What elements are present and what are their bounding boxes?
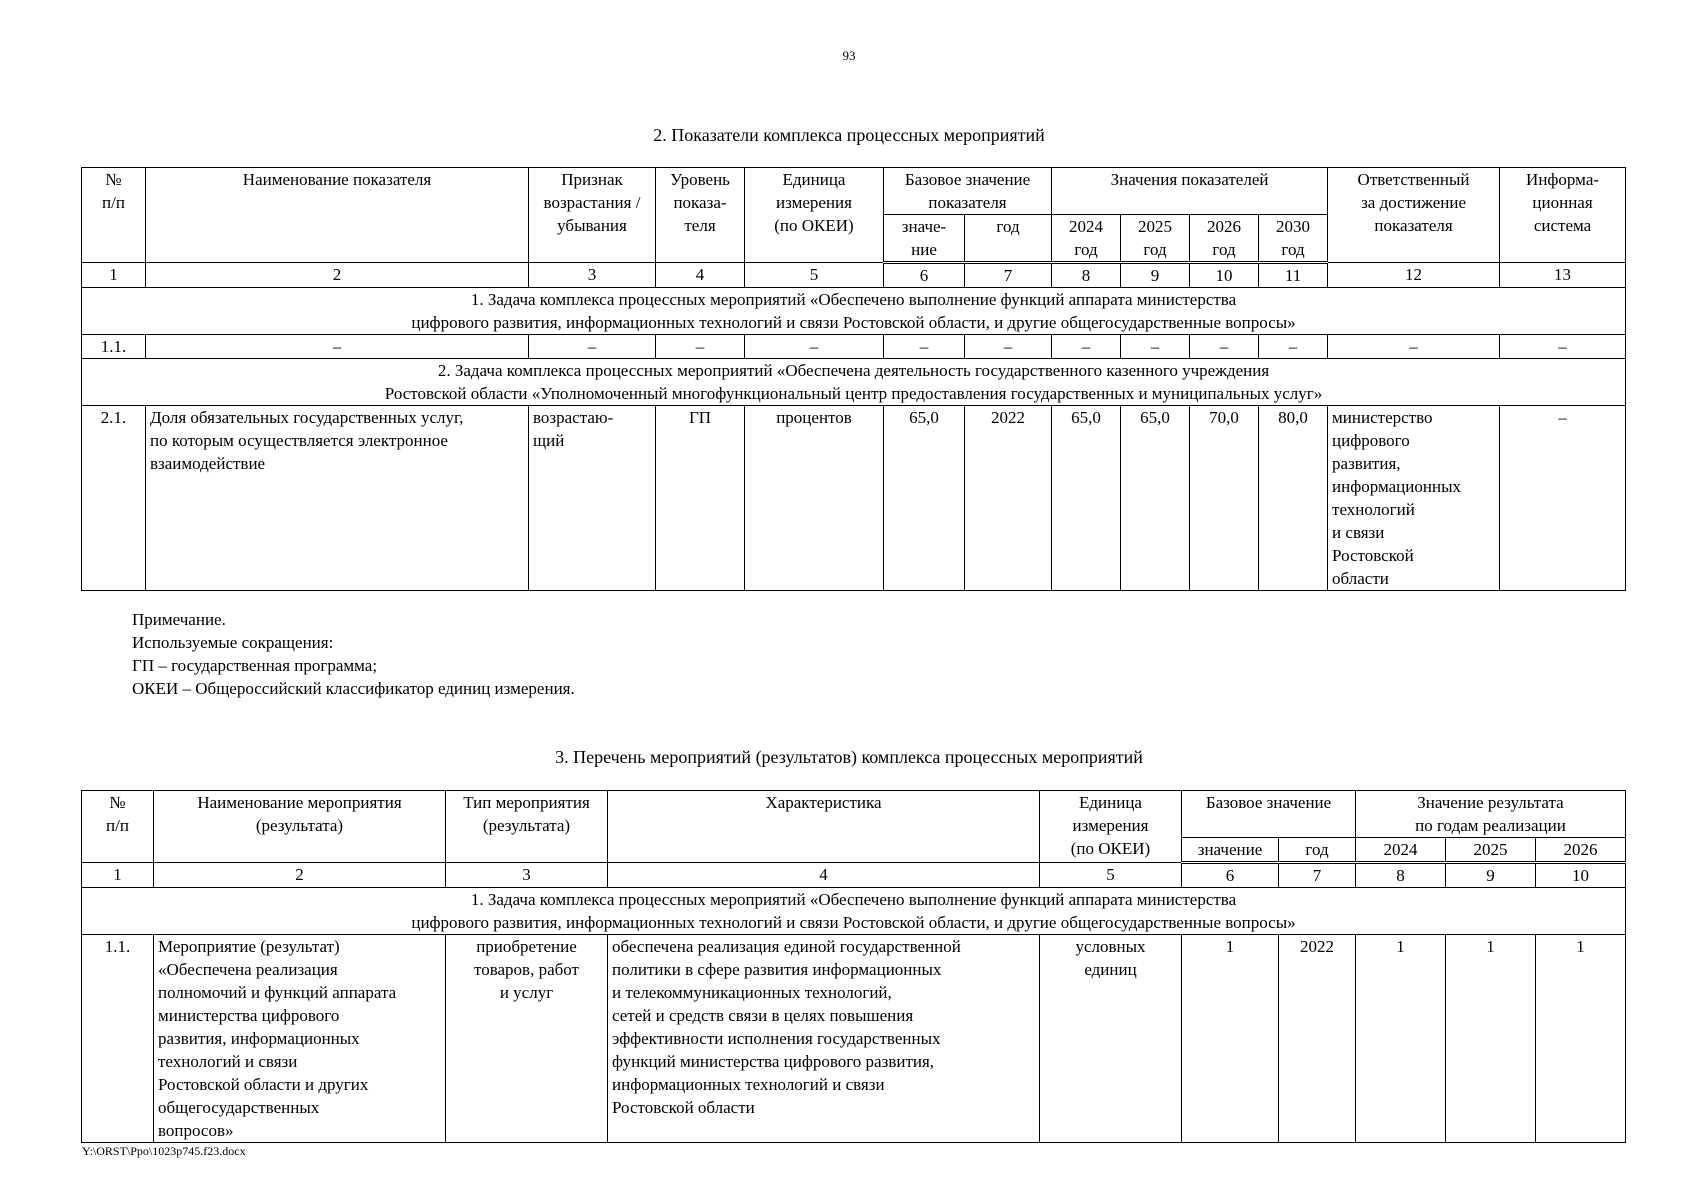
row-num: 1.1. — [82, 335, 146, 359]
col-num: 5 — [1040, 863, 1182, 888]
cell: – — [965, 335, 1052, 359]
base-year: 2022 — [965, 406, 1052, 591]
col-num: 8 — [1052, 263, 1121, 288]
th-2025: 2025 год — [1121, 215, 1190, 263]
column-numbers-row — [82, 863, 1626, 888]
cell: – — [745, 335, 884, 359]
notes — [132, 608, 575, 700]
row-num: 2.1. — [82, 406, 146, 591]
th-info: Информа- ционная система — [1500, 168, 1626, 263]
task-2-heading: 2. Задача комплекса процессных мероприятий «Обеспечена деятельность государственного казенного учреждения Ростовской области «Уполномоченный многофункциональный центр предоставления государственных и муниципальных услуг» — [82, 359, 1626, 406]
cell: – — [1328, 335, 1500, 359]
th-2024: 2024 год — [1052, 215, 1121, 263]
th-unit: Единица измерения (по ОКЕИ) — [1040, 791, 1182, 863]
indicators-table — [81, 167, 1626, 591]
th-base-year: год — [1279, 838, 1356, 863]
th-base-value: значение — [1182, 838, 1279, 863]
base-value: 65,0 — [884, 406, 965, 591]
th-name: Наименование показателя — [146, 168, 529, 263]
indicator-sign: возрастаю- щий — [529, 406, 656, 591]
th-2025: 2025 — [1446, 838, 1536, 863]
col-num: 9 — [1121, 263, 1190, 288]
th-2026: 2026 год — [1190, 215, 1259, 263]
th-2030: 2030 год — [1259, 215, 1328, 263]
col-num: 5 — [745, 263, 884, 288]
task-1-heading: 1. Задача комплекса процессных мероприятий «Обеспечено выполнение функций аппарата министерства цифрового развития, информационных технологий и связи Ростовской области, и другие общегосударственные вопросы» — [82, 888, 1626, 935]
activity-type: приобретение товаров, работ и услуг — [446, 935, 608, 1143]
col-num: 11 — [1259, 263, 1328, 288]
value-2026: 70,0 — [1190, 406, 1259, 591]
th-type: Тип мероприятия (результата) — [446, 791, 608, 863]
note-line: Примечание. — [132, 610, 226, 629]
task-1-heading: 1. Задача комплекса процессных мероприятий «Обеспечено выполнение функций аппарата министерства цифрового развития, информационных технологий и связи Ростовской области, и другие общегосударственные вопросы» — [82, 288, 1626, 335]
col-num: 13 — [1500, 263, 1626, 288]
cell: – — [1121, 335, 1190, 359]
table-row — [82, 935, 1626, 1143]
responsible: министерство цифрового развития, информационных технологий и связи Ростовской области — [1328, 406, 1500, 591]
cell: – — [1190, 335, 1259, 359]
base-value: 1 — [1182, 935, 1279, 1143]
th-values: Значения показателей — [1052, 168, 1328, 215]
value-2024: 65,0 — [1052, 406, 1121, 591]
activity-characteristic: обеспечена реализация единой государственной политики в сфере развития информационных и телекоммуникационных технологий, сетей и средств связи в целях повышения эффективности исполнения государственных функций министерства цифрового развития, информационных технологий и связи Ростовской области — [608, 935, 1040, 1143]
th-name: Наименование мероприятия (результата) — [154, 791, 446, 863]
col-num: 3 — [529, 263, 656, 288]
col-num: 4 — [656, 263, 745, 288]
th-num: № п/п — [82, 168, 146, 263]
cell: – — [146, 335, 529, 359]
value-2030: 80,0 — [1259, 406, 1328, 591]
cell: – — [656, 335, 745, 359]
th-level: Уровень показа- теля — [656, 168, 745, 263]
value-2025: 1 — [1446, 935, 1536, 1143]
th-unit: Единица измерения (по ОКЕИ) — [745, 168, 884, 263]
value-2024: 1 — [1356, 935, 1446, 1143]
value-2025: 65,0 — [1121, 406, 1190, 591]
base-year: 2022 — [1279, 935, 1356, 1143]
col-num: 2 — [146, 263, 529, 288]
th-base-value: значе- ние — [884, 215, 965, 263]
col-num: 3 — [446, 863, 608, 888]
cell: – — [1052, 335, 1121, 359]
col-num: 1 — [82, 863, 154, 888]
info-system: – — [1500, 406, 1626, 591]
th-responsible: Ответственный за достижение показателя — [1328, 168, 1500, 263]
col-num: 9 — [1446, 863, 1536, 888]
activity-name: Мероприятие (результат) «Обеспечена реализация полномочий и функций аппарата министерства цифрового развития, информационных технологий и связи Ростовской области и других общегосударственных вопросов» — [154, 935, 446, 1143]
th-2024: 2024 — [1356, 838, 1446, 863]
note-line: ОКЕИ – Общероссийский классификатор единиц измерения. — [132, 679, 575, 698]
col-num: 4 — [608, 863, 1040, 888]
th-base: Базовое значение — [1182, 791, 1356, 838]
col-num: 7 — [1279, 863, 1356, 888]
th-characteristic: Характеристика — [608, 791, 1040, 863]
indicator-name: Доля обязательных государственных услуг, по которым осуществляется электронное взаимодействие — [146, 406, 529, 591]
th-base: Базовое значение показателя — [884, 168, 1052, 215]
section3-title: 3. Перечень мероприятий (результатов) комплекса процессных мероприятий — [555, 747, 1143, 767]
col-num: 2 — [154, 863, 446, 888]
th-sign: Признак возрастания / убывания — [529, 168, 656, 263]
activities-table — [81, 790, 1626, 1143]
col-num: 12 — [1328, 263, 1500, 288]
cell: – — [884, 335, 965, 359]
table-row — [82, 406, 1626, 591]
col-num: 6 — [884, 263, 965, 288]
th-2026: 2026 — [1536, 838, 1626, 863]
note-line: ГП – государственная программа; — [132, 656, 378, 675]
column-numbers-row — [82, 263, 1626, 288]
col-num: 6 — [1182, 863, 1279, 888]
th-result: Значение результата по годам реализации — [1356, 791, 1626, 838]
cell: – — [1259, 335, 1328, 359]
th-num: № п/п — [82, 791, 154, 863]
indicator-level: ГП — [656, 406, 745, 591]
table-row — [82, 335, 1626, 359]
indicator-unit: процентов — [745, 406, 884, 591]
section2-title: 2. Показатели комплекса процессных мероприятий — [653, 125, 1045, 145]
th-base-year: год — [965, 215, 1052, 263]
cell: – — [1500, 335, 1626, 359]
note-line: Используемые сокращения: — [132, 633, 334, 652]
value-2026: 1 — [1536, 935, 1626, 1143]
cell: – — [529, 335, 656, 359]
col-num: 7 — [965, 263, 1052, 288]
col-num: 8 — [1356, 863, 1446, 888]
page-number: 93 — [842, 48, 856, 63]
col-num: 1 — [82, 263, 146, 288]
row-num: 1.1. — [82, 935, 154, 1143]
col-num: 10 — [1190, 263, 1259, 288]
activity-unit: условных единиц — [1040, 935, 1182, 1143]
col-num: 10 — [1536, 863, 1626, 888]
file-path-footer: Y:\ORST\Ppo\1023p745.f23.docx — [82, 1144, 246, 1158]
